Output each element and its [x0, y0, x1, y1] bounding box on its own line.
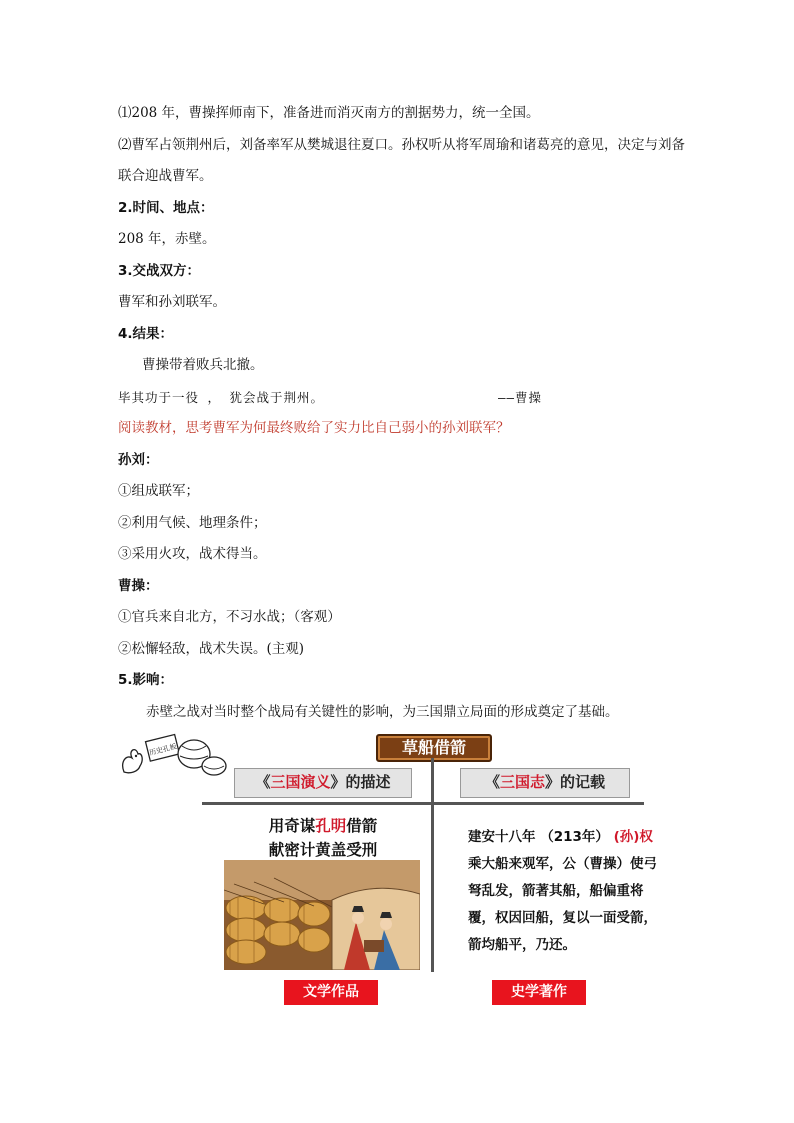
vertical-divider — [431, 758, 434, 972]
heading-belligerents: 3.交战双方： — [118, 262, 201, 279]
quote-author: ——曹操 — [498, 389, 543, 405]
question-text: 阅读教材，思考曹军为何最终败给了实力比自己弱小的孙刘联军？ — [118, 420, 510, 436]
historical-record-text: 建安十八年 （213年） (孙)权乘大船来观军，公（曹操）使弓弩乱发，箭著其船，船偏重将覆，权因回船，复以一面受箭，箭均船平，乃还。 — [468, 829, 657, 953]
novel-chapter-title: 用奇谋孔明借箭 献密计黄盖受刑 — [268, 817, 378, 859]
list-item: ②利用气候、地理条件； — [118, 514, 267, 531]
comparison-figure — [118, 728, 678, 1018]
list-item: ②松懈轻敌，战术失误。(主观) — [118, 640, 305, 657]
quote-text: 毕其功于一役 ， 犹会战于荆州。 — [118, 389, 325, 405]
list-item: ①官兵来自北方，不习水战；（客观） — [118, 609, 341, 625]
horizontal-divider — [202, 802, 644, 805]
quote — [118, 382, 688, 414]
tag-historical-work: 史学著作 — [492, 980, 586, 1005]
heading-influence: 5.影响： — [118, 672, 174, 688]
paragraph-2: ⑵曹军占领荆州后，刘备率军从樊城退往夏口。孙权听从将军周瑜和诸葛亮的意见，决定与刘备联合迎战曹军。 — [118, 136, 685, 184]
mascot-sign-text: 历史孔板 — [148, 742, 178, 758]
document-body — [118, 98, 688, 728]
time-place-text: 208 年，赤壁。 — [118, 231, 216, 247]
heading-sunliu: 孙刘： — [118, 451, 159, 468]
boat-painting-image — [224, 860, 420, 970]
belligerents-text: 曹军和孙刘联军。 — [118, 294, 226, 310]
figure-title: 草船借箭 — [376, 734, 492, 762]
tag-literary-work: 文学作品 — [284, 980, 378, 1005]
paragraph-1: ⑴208 年，曹操挥师南下，准备进而消灭南方的割据势力，统一全国。 — [118, 105, 540, 121]
heading-time-place: 2.时间、地点： — [118, 199, 214, 216]
influence-text: 赤壁之战对当时整个战局有关键性的影响，为三国鼎立局面的形成奠定了基础。 — [146, 703, 619, 720]
list-item: ①组成联军； — [118, 483, 199, 499]
label-sanguo-yanyi: 《三国演义》的描述 — [234, 768, 412, 798]
label-sanguo-zhi: 《三国志》的记载 — [460, 768, 630, 798]
list-item: ③采用火攻，战术得当。 — [118, 546, 267, 562]
result-text: 曹操带着败兵北撤。 — [142, 357, 264, 373]
heading-result: 4.结果： — [118, 325, 174, 342]
heading-caocao: 曹操： — [118, 577, 159, 594]
mascot-illustration-icon — [118, 732, 228, 778]
